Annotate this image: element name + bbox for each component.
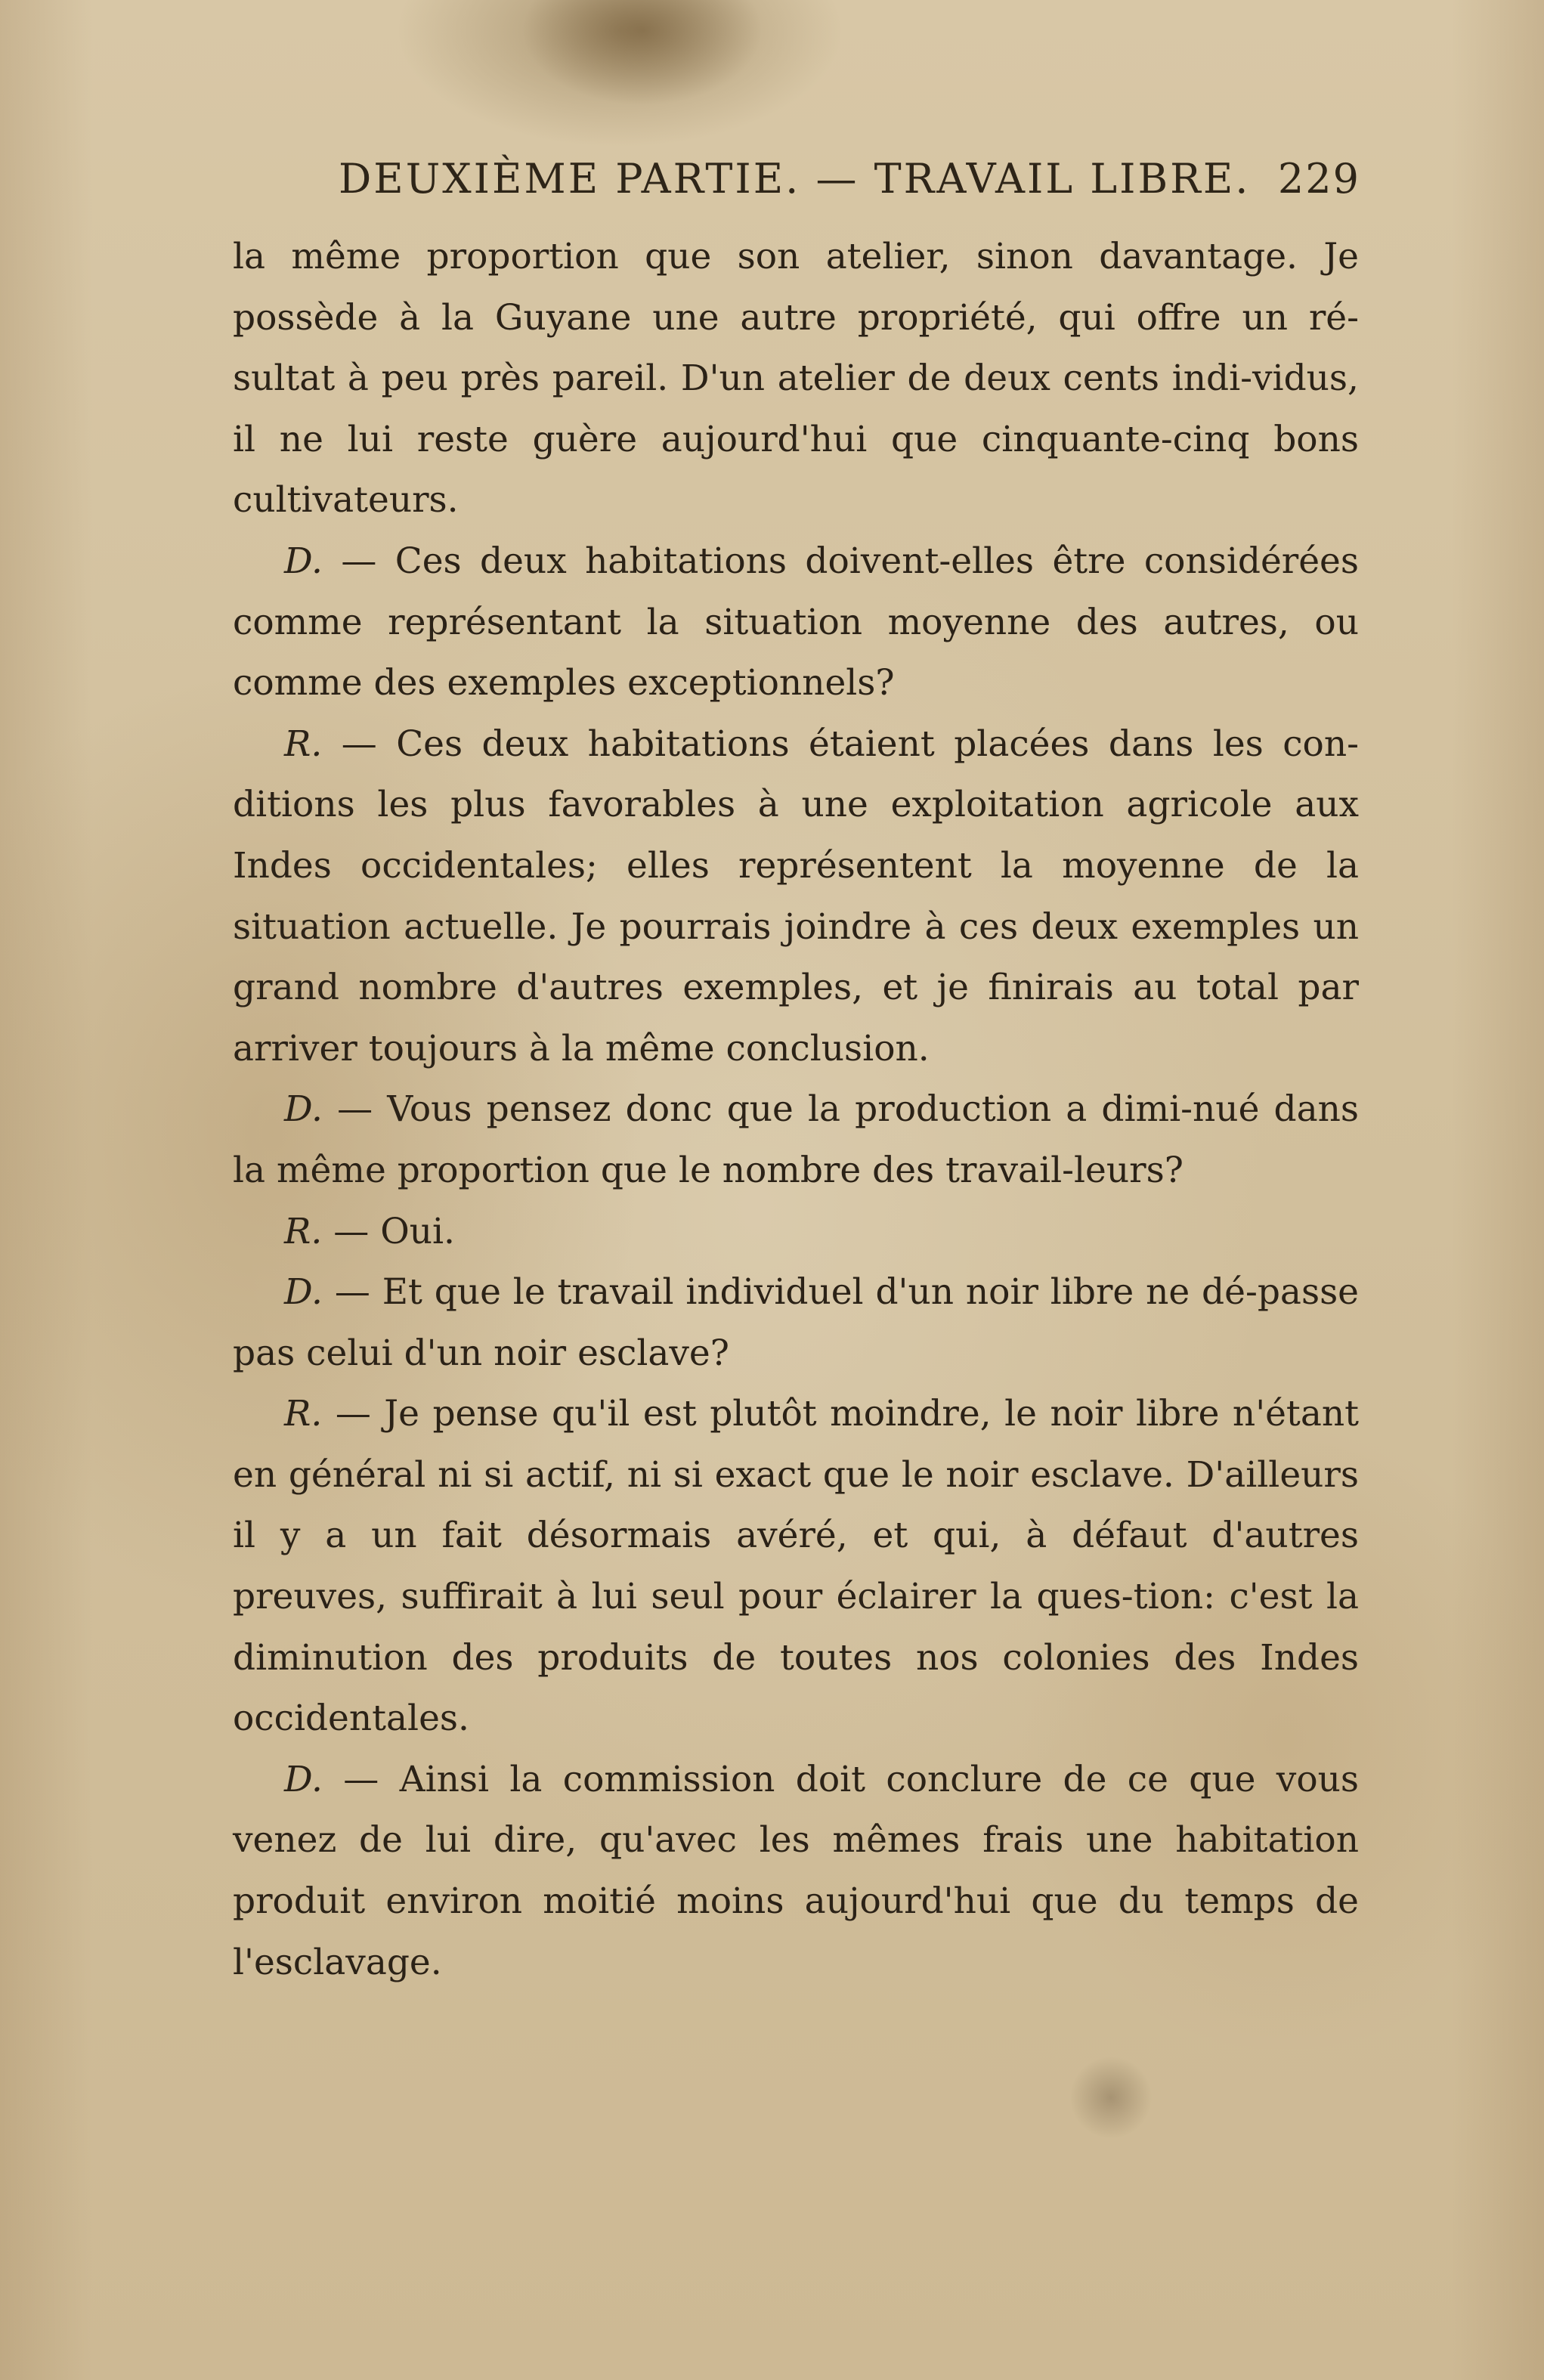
paragraph <box>233 1750 1359 1993</box>
speaker-label: D. <box>284 1271 323 1314</box>
running-head-title: DEUXIÈME PARTIE. — TRAVAIL LIBRE. <box>339 155 1251 203</box>
paragraph-text: — Je pense qu'il est plutôt moindre, le noir libre n'étant en général ni si actif, ni si exact que le noir esclave. D'ailleurs il y a un fait désormais avéré, et qui, à défaut d'autres preuves, suffirait à lui seul pour éclairer la ques-tion: c'est la diminution des produits de toutes nos colonies des Indes occidentales. <box>233 1393 1359 1740</box>
page-stain <box>521 0 763 106</box>
paragraph-text: — Ces deux habitations doivent-elles être considérées comme représentant la situation moyenne des autres, ou comme des exemples exceptionnels? <box>233 540 1359 704</box>
paragraph-text: la même proportion que son atelier, sinon davantage. Je possède à la Guyane une autre propriété, qui offre un ré-sultat à peu près pareil. D'un atelier de deux cents indi-vidus, il ne lui reste guère aujourd'hui que cinquante-cinq bons cultivateurs. <box>233 236 1359 521</box>
running-head <box>227 155 1360 223</box>
paragraph-text: — Oui. <box>322 1210 455 1252</box>
paragraph <box>233 1202 1359 1263</box>
page-stain <box>1069 2056 1153 2139</box>
paragraph-text: — Et que le travail individuel d'un noir libre ne dé-passe pas celui d'un noir esclave? <box>233 1271 1359 1374</box>
paragraph <box>233 1384 1359 1750</box>
paragraph <box>233 227 1359 531</box>
speaker-label: D. <box>284 540 323 582</box>
paragraph-text: — Ainsi la commission doit conclure de ce que vous venez de lui dire, qu'avec les mêmes frais une habitation produit environ moitié moins aujourd'hui que du temps de l'esclavage. <box>233 1758 1359 1983</box>
speaker-label: D. <box>284 1088 323 1131</box>
paragraph <box>233 1262 1359 1384</box>
paragraph-text: — Vous pensez donc que la production a dimi-nué dans la même proportion que le nombre des travail-leurs? <box>233 1088 1359 1191</box>
speaker-label: R. <box>284 1210 323 1252</box>
speaker-label: R. <box>284 1393 323 1435</box>
body-text <box>233 227 1359 1993</box>
paragraph <box>233 531 1359 714</box>
speaker-label: R. <box>284 723 323 765</box>
paragraph <box>233 1079 1359 1201</box>
speaker-label: D. <box>284 1758 323 1800</box>
paragraph <box>233 714 1359 1080</box>
page-number: 229 <box>1277 155 1360 203</box>
paragraph-text: — Ces deux habitations étaient placées dans les con-ditions les plus favorables à une exploitation agricole aux Indes occidentales; elles représentent la moyenne de la situation actuelle. Je pourrais joindre à ces deux exemples un grand nombre d'autres exemples, et je finirais au total par arriver toujours à la même conclusion. <box>233 723 1359 1069</box>
